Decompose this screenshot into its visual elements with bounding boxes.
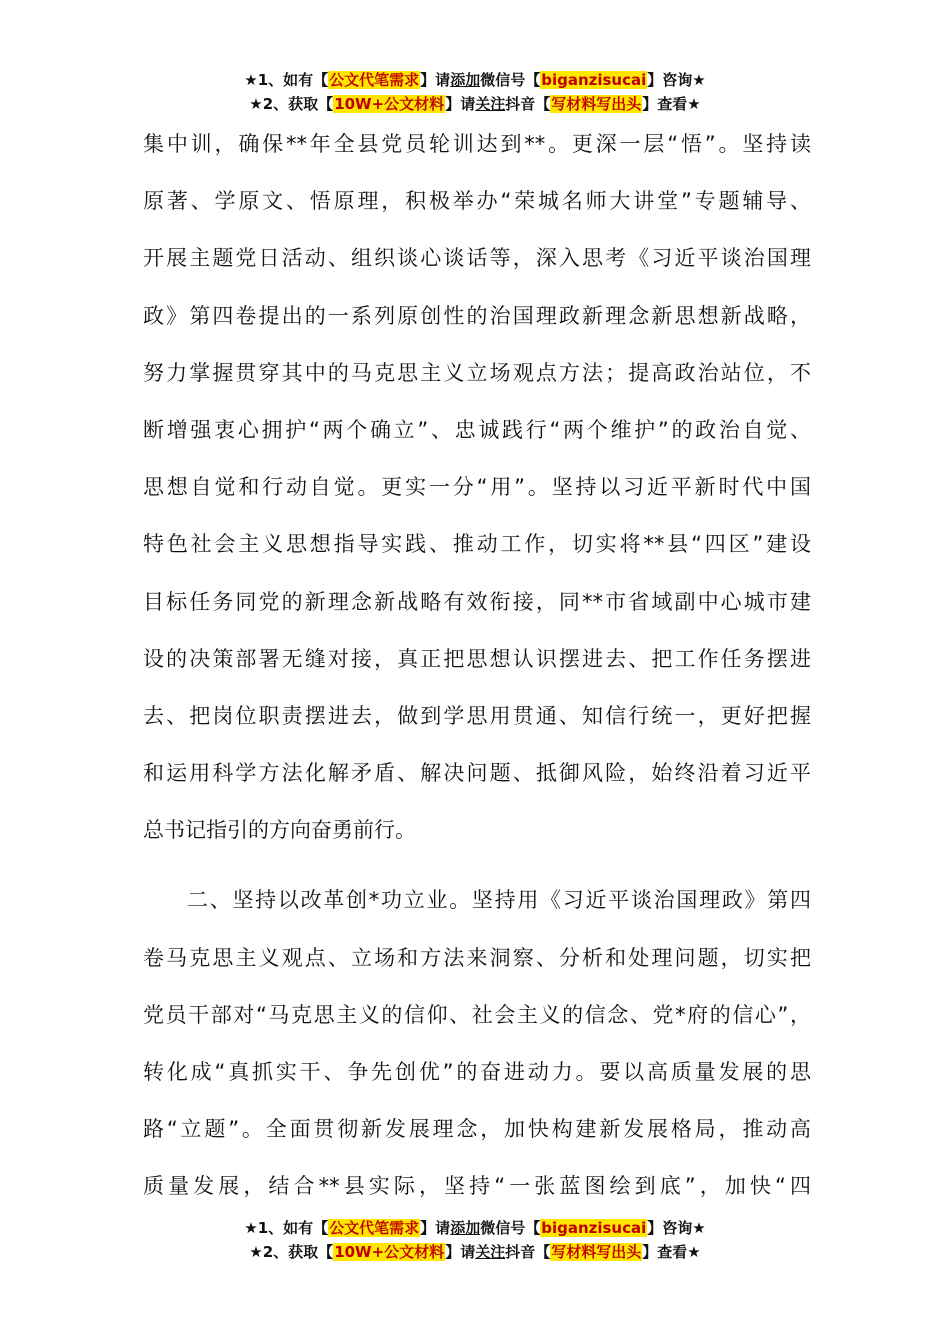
text-line: 去、把岗位职责摆进去，做到学思用贯通、知信行统一，更好把握 bbox=[143, 703, 811, 728]
banner-line-1 bbox=[0, 1216, 950, 1240]
paragraph-2 bbox=[143, 879, 811, 1222]
text-line: 二、坚持以改革创*功立业。坚持用《习近平谈治国理政》第四 bbox=[187, 888, 811, 913]
paragraph-gap bbox=[143, 866, 811, 879]
banner-underlined-text: 添加 bbox=[450, 1219, 481, 1237]
highlight-wechat-id: biganzisucai bbox=[541, 71, 647, 89]
banner-line-2 bbox=[0, 1240, 950, 1264]
text-line: 和运用科学方法化解矛盾、解决问题、抵御风险，始终沿着习近平 bbox=[143, 761, 811, 786]
banner-text: 】请 bbox=[445, 95, 476, 113]
highlight-materials: 10W+公文材料 bbox=[334, 95, 445, 113]
highlight-service: 公文代笔需求 bbox=[329, 1219, 420, 1237]
banner-text: 】查看★ bbox=[642, 1243, 701, 1261]
banner-line-1 bbox=[0, 68, 950, 92]
banner-text: ★2、获取【 bbox=[249, 95, 334, 113]
highlight-materials: 10W+公文材料 bbox=[334, 1243, 445, 1261]
document-body bbox=[143, 123, 811, 1223]
text-line: 思想自觉和行动自觉。更实一分“用”。坚持以习近平新时代中国 bbox=[143, 475, 811, 500]
banner-text: 微信号【 bbox=[480, 1219, 541, 1237]
text-line: 断增强衷心拥护“两个确立”、忠诚践行“两个维护”的政治自觉、 bbox=[143, 417, 811, 442]
text-line: 集中训，确保**年全县党员轮训达到**。更深一层“悟”。坚持读 bbox=[143, 132, 811, 156]
paragraph-1 bbox=[143, 123, 811, 866]
banner-text: 抖音【 bbox=[505, 95, 551, 113]
highlight-wechat-id: biganzisucai bbox=[541, 1219, 647, 1237]
text-line: 总书记指引的方向奋勇前行。 bbox=[143, 818, 416, 843]
banner-text: 】咨询★ bbox=[647, 71, 706, 89]
banner-text: ★2、获取【 bbox=[249, 1243, 334, 1261]
banner-text: 抖音【 bbox=[505, 1243, 551, 1261]
text-line: 质量发展，结合**县实际，坚持“一张蓝图绘到底”，加快“四 bbox=[143, 1174, 811, 1199]
text-line: 特色社会主义思想指导实践、推动工作，切实将**县“四区”建设 bbox=[143, 532, 811, 557]
banner-text: 】查看★ bbox=[642, 95, 701, 113]
text-line: 卷马克思主义观点、立场和方法来洞察、分析和处理问题，切实把 bbox=[143, 945, 811, 970]
text-line: 政》第四卷提出的一系列原创性的治国理政新理念新思想新战略， bbox=[143, 303, 811, 328]
text-line: 路“立题”。全面贯彻新发展理念，加快构建新发展格局，推动高 bbox=[143, 1117, 811, 1142]
banner-text: ★1、如有【 bbox=[244, 71, 329, 89]
banner-underlined-text: 关注 bbox=[475, 95, 506, 113]
banner-underlined-text: 添加 bbox=[450, 71, 481, 89]
text-line: 设的决策部署无缝对接，真正把思想认识摆进去、把工作任务摆进 bbox=[143, 646, 811, 671]
banner-underlined-text: 关注 bbox=[475, 1243, 506, 1261]
text-line: 努力掌握贯穿其中的马克思主义立场观点方法；提高政治站位，不 bbox=[143, 360, 811, 385]
banner-text: 】请 bbox=[445, 1243, 476, 1261]
text-line: 党员干部对“马克思主义的信仰、社会主义的信念、党*府的信心”， bbox=[143, 1002, 811, 1027]
banner-text: ★1、如有【 bbox=[244, 1219, 329, 1237]
banner-text: 】咨询★ bbox=[647, 1219, 706, 1237]
banner-text: 】请 bbox=[420, 1219, 451, 1237]
text-line: 开展主题党日活动、组织谈心谈话等，深入思考《习近平谈治国理 bbox=[143, 246, 811, 271]
header-banner bbox=[0, 68, 950, 116]
footer-banner bbox=[0, 1216, 950, 1264]
text-line: 目标任务同党的新理念新战略有效衔接，同**市省域副中心城市建 bbox=[143, 589, 811, 614]
text-line: 原著、学原文、悟原理，积极举办“荣城名师大讲堂”专题辅导、 bbox=[143, 189, 811, 214]
banner-text: 微信号【 bbox=[480, 71, 541, 89]
highlight-service: 公文代笔需求 bbox=[329, 71, 420, 89]
banner-line-2 bbox=[0, 92, 950, 116]
banner-text: 】请 bbox=[420, 71, 451, 89]
highlight-douyin-id: 写材料写出头 bbox=[551, 1243, 642, 1261]
text-line: 转化成“真抓实干、争先创优”的奋进动力。要以高质量发展的思 bbox=[143, 1060, 811, 1084]
highlight-douyin-id: 写材料写出头 bbox=[551, 95, 642, 113]
